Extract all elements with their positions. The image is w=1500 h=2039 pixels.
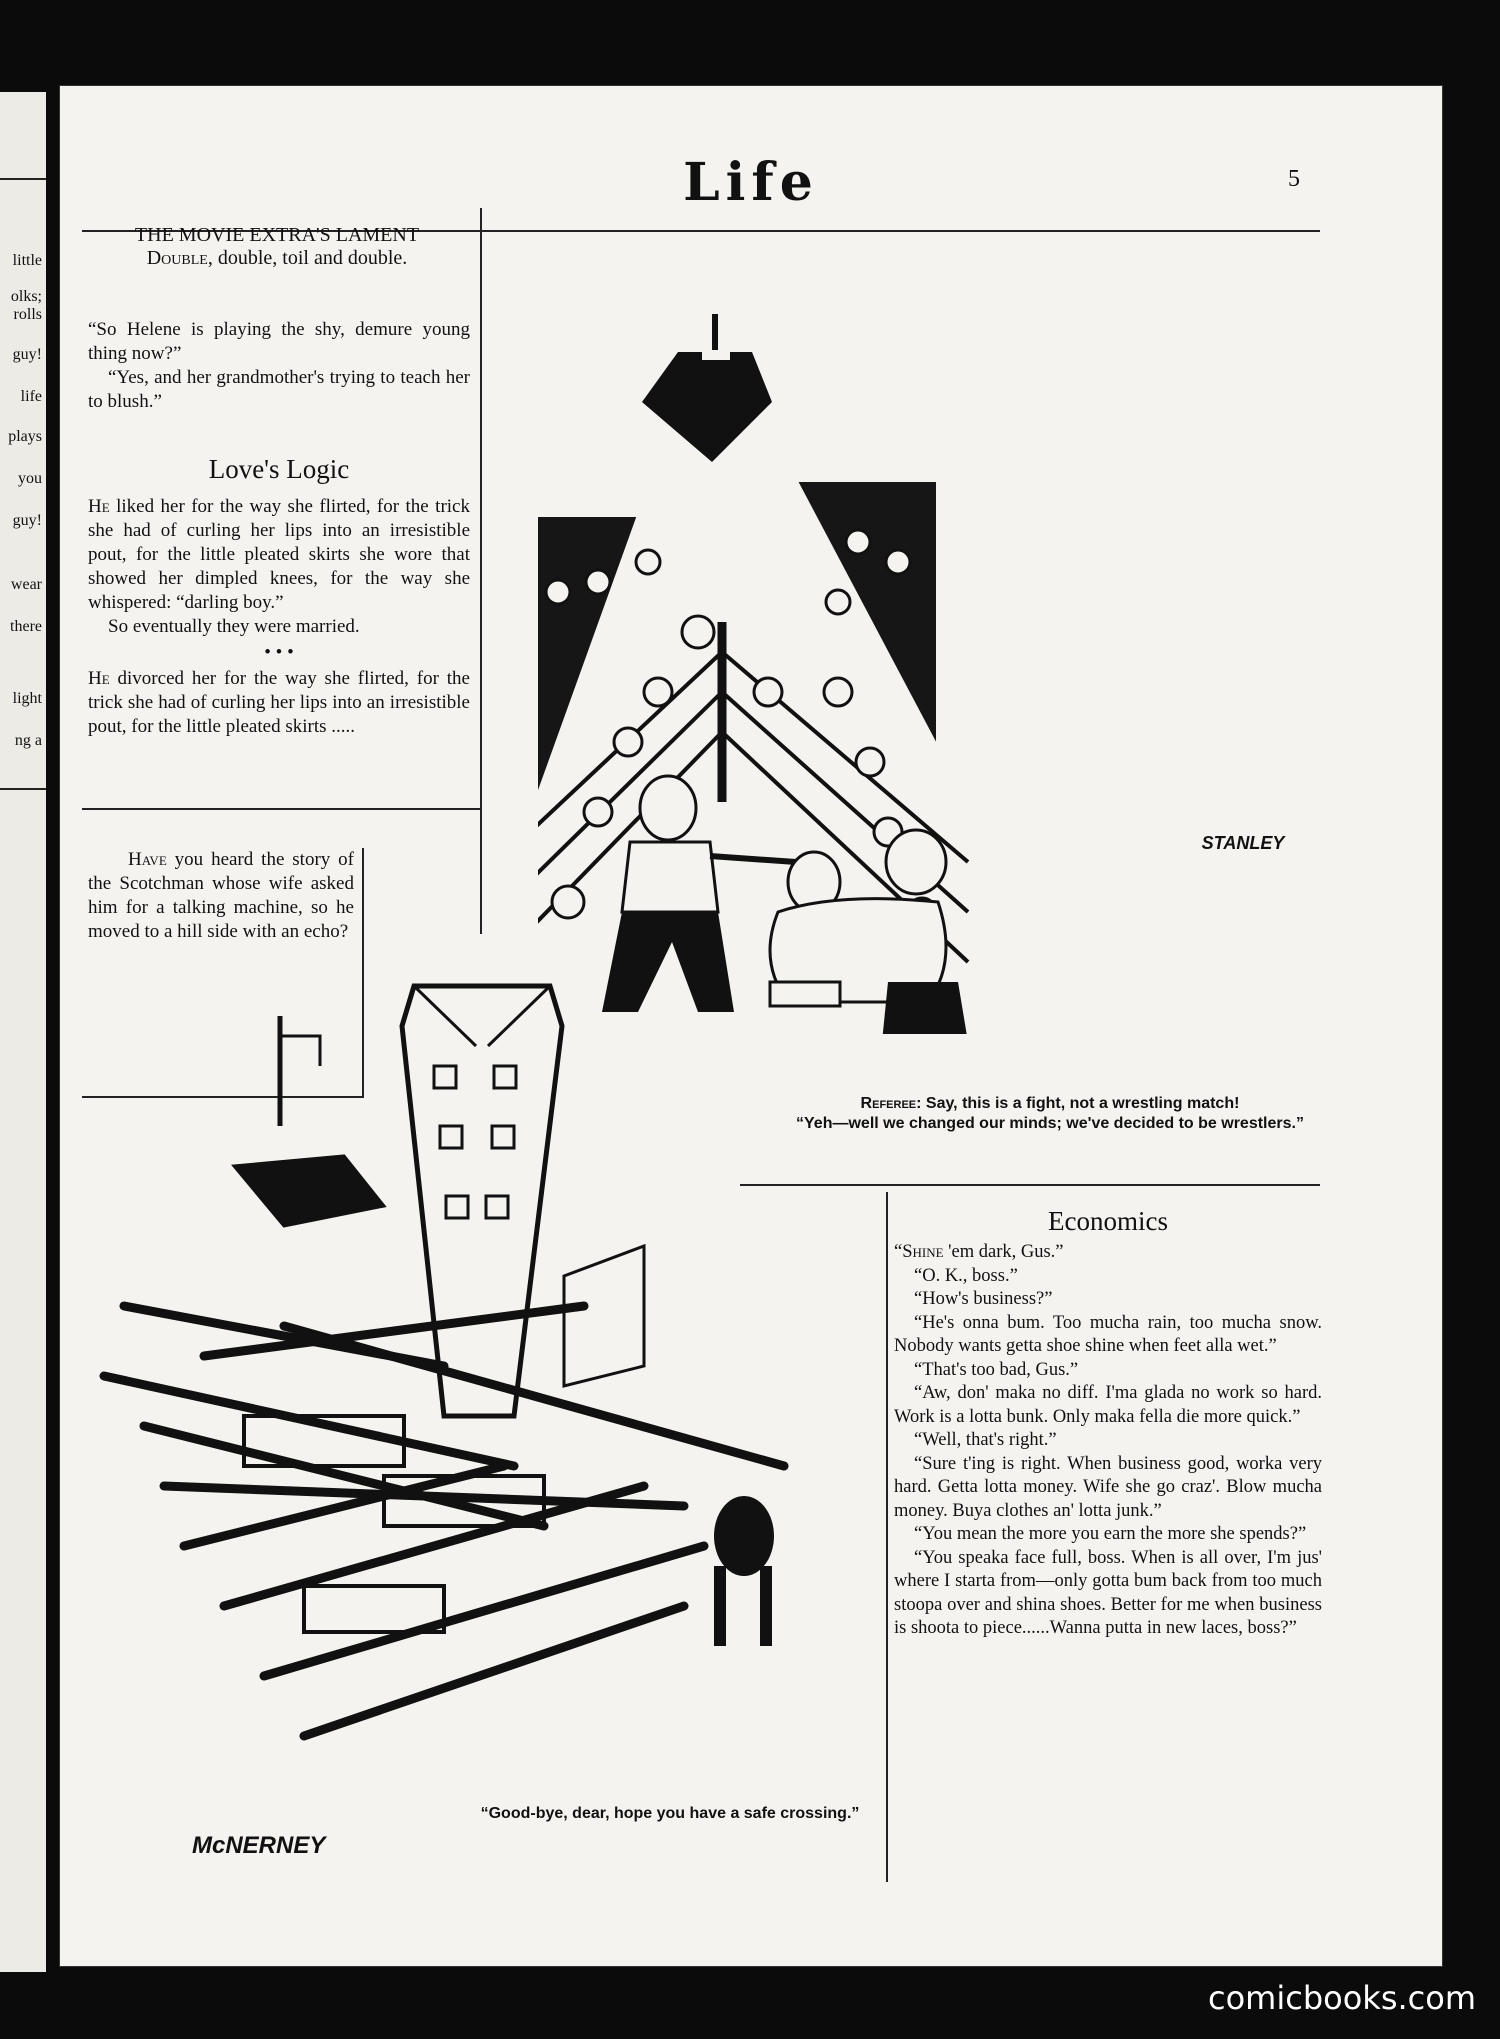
lead-word: He [88, 668, 110, 689]
divider [82, 808, 482, 810]
joke-line: “So Helene is playing the shy, demure young thing now?” [88, 319, 470, 364]
dialogue-line: “You speaka face full, boss. When is all over, I'm jus' where I starta from—only gotta bum back from too much stoopa over and shina shoes. Better for me when business is shoota to piece......Wanna putta in new laces, boss?” [894, 1547, 1322, 1638]
column-rule [480, 208, 482, 934]
movie-extra-section [82, 224, 472, 270]
scotchman-joke [88, 848, 354, 944]
lead-word: “Shine [894, 1242, 944, 1262]
site-watermark: comicbooks.com [1207, 1979, 1476, 2017]
previous-page-edge [0, 92, 46, 1972]
section-heading: Love's Logic [208, 454, 350, 484]
boxing-cartoon [538, 222, 1328, 1034]
caption-line [760, 1094, 1340, 1114]
separator: • • • [264, 642, 294, 663]
joke-line: “Yes, and her grandmother's trying to teach her to blush.” [88, 367, 470, 412]
caption-text: Say, this is a fight, not a wrestling match! [921, 1095, 1240, 1112]
text-fragment: plays [8, 428, 42, 445]
text-fragment: olks; [10, 288, 42, 305]
traffic-streaks [104, 1306, 784, 1736]
traffic-cartoon [84, 946, 844, 1876]
text-fragment: guy! [12, 512, 42, 529]
dialogue-line: “That's too bad, Gus.” [914, 1359, 1079, 1380]
text-fragment: guy! [12, 346, 42, 363]
section-heading: THE MOVIE EXTRA'S LAMENT [134, 224, 420, 246]
divider [0, 788, 46, 790]
divider [0, 178, 46, 180]
paragraph [88, 495, 470, 615]
boxing-caption [760, 1094, 1340, 1134]
dialogue-line: “Sure t'ing is right. When business good, worka very hard. Getta lotta money. Wife she go craz'. Blow mucha money. Buya clothes an' lotta junk.” [894, 1453, 1322, 1521]
section-lead-line [82, 247, 472, 270]
dialogue-line: “O. K., boss.” [914, 1265, 1018, 1286]
text-fragment: wear [10, 576, 42, 593]
caption-speaker: Referee: [860, 1095, 922, 1112]
paragraph-text: divorced her for the way she flirted, for the trick she had of curling her lips into an irresistible pout, for the little pleated skirts ..... [88, 668, 470, 737]
text-fragment: rolls [13, 306, 42, 323]
magazine-page [60, 86, 1442, 1966]
page-number: 5 [1288, 166, 1300, 192]
dialogue-line: “Aw, don' maka no diff. I'ma glada no work so hard. Work is a lotta bunk. Only maka fella die more quick.” [894, 1383, 1322, 1427]
paragraph [88, 848, 354, 944]
text-fragment: you [18, 470, 42, 487]
column-rule [886, 1192, 888, 1882]
dialogue-line: “How's business?” [914, 1289, 1053, 1309]
helene-joke [88, 318, 470, 414]
dialogue-line: “He's onna bum. Too mucha rain, too mucha snow. Nobody wants getta shoe shine when feet alla wet.” [894, 1312, 1322, 1356]
text-fragment: there [10, 618, 42, 635]
dialogue-line: “Well, that's right.” [914, 1430, 1057, 1450]
traffic-tower [402, 986, 562, 1416]
lamp-rod [712, 314, 718, 354]
dialogue-line [894, 1241, 1322, 1265]
paragraph-text: liked her for the way she flirted, for the trick she had of curling her lips into an irresistible pout, for the little pleated skirts she wore that showed her dimpled knees, for the way she whispered: “darling boy.” [88, 496, 470, 613]
artist-signature: McNERNEY [192, 1832, 326, 1859]
lead-word: He [88, 496, 110, 517]
paragraph [88, 667, 470, 739]
economics-section [894, 1206, 1322, 1641]
text-fragment: ng a [14, 732, 42, 749]
paragraph-text: you heard the story of the Scotchman whose wife asked him for a talking machine, so he moved to a hill side with an echo? [88, 849, 354, 942]
masthead-title: Life [683, 152, 819, 213]
text-fragment: light [12, 690, 42, 707]
lead-word: Double [146, 247, 208, 269]
caption-line: “Yeh—well we changed our minds; we've decided to be wrestlers.” [796, 1115, 1304, 1132]
loves-logic-section [88, 454, 470, 739]
couple-figures [714, 1496, 774, 1646]
text-fragment: little [12, 252, 42, 269]
paragraph: So eventually they were married. [108, 616, 360, 637]
section-heading: Economics [1048, 1206, 1168, 1236]
dialogue-line: “You mean the more you earn the more she spends?” [914, 1524, 1307, 1544]
artist-signature: STANLEY [1201, 833, 1285, 853]
text-fragment: life [20, 388, 42, 405]
lead-rest: , double, toil and double. [207, 247, 408, 269]
dialogue-text: 'em dark, Gus.” [943, 1242, 1064, 1262]
traffic-caption: “Good-bye, dear, hope you have a safe crossing.” [480, 1805, 860, 1822]
ring-lamp [642, 352, 772, 462]
lead-word: Have [128, 849, 167, 870]
